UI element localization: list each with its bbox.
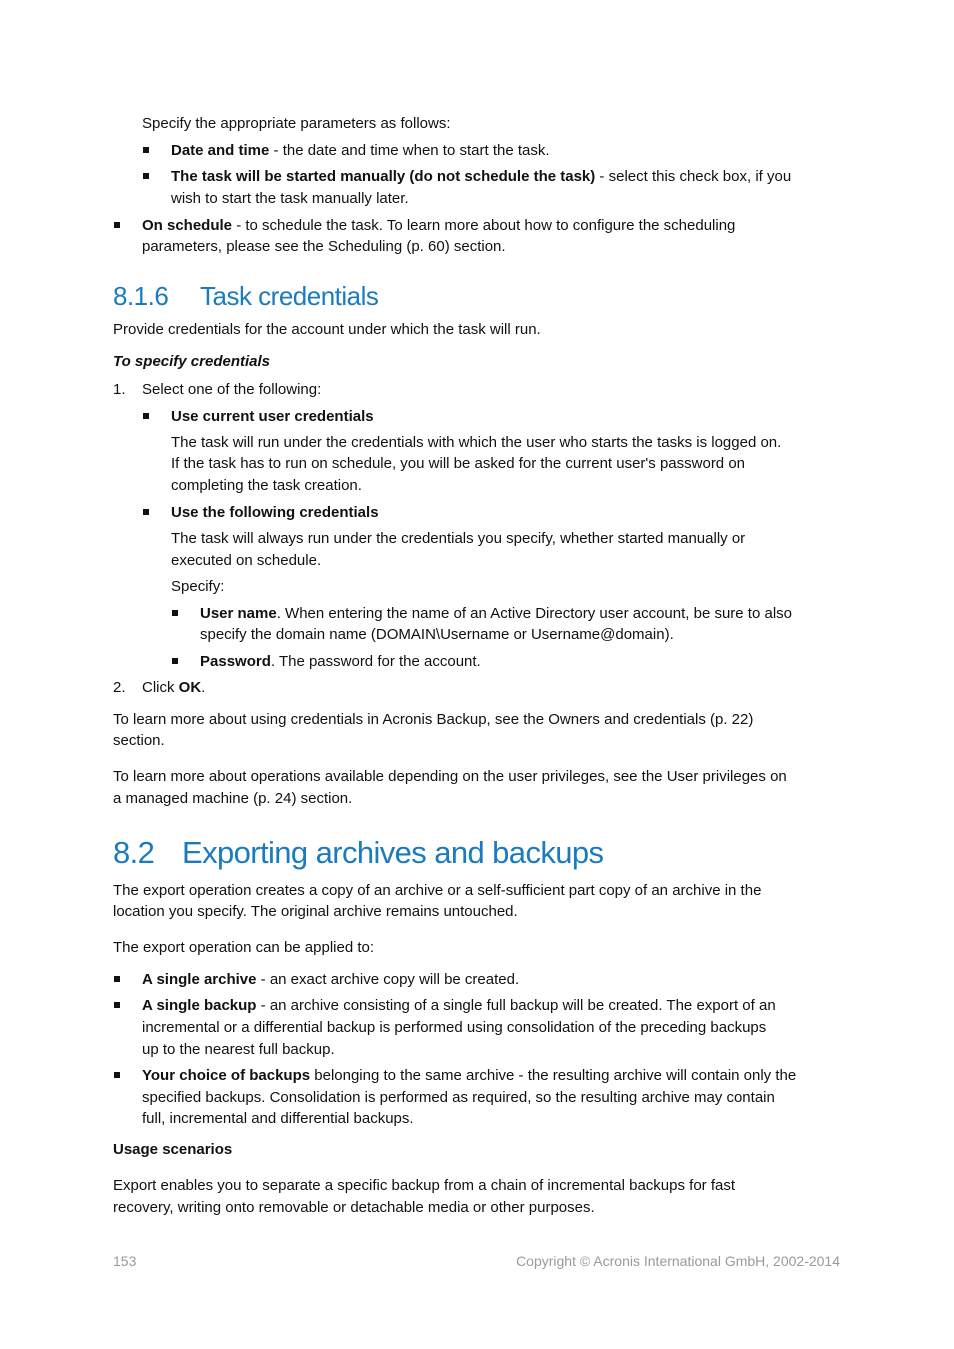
manual-item — [171, 166, 791, 188]
bullet — [172, 658, 178, 664]
on-schedule-item — [142, 215, 735, 237]
single-backup-item — [142, 995, 776, 1017]
intro-text: Specify the appropriate parameters as follows: — [142, 115, 451, 132]
usage-text-cont: recovery, writing onto removable or detachable media or other purposes. — [113, 1199, 595, 1216]
single-backup-text-cont: incremental or a differential backup is performed using consolidation of the preceding backups — [142, 1019, 767, 1036]
export-text-cont: location you specify. The original archive remains untouched. — [113, 903, 518, 920]
bullet — [114, 222, 120, 228]
choice-text-cont: full, incremental and differential backups. — [142, 1110, 414, 1127]
choice-item — [142, 1065, 796, 1087]
date-time-text: - the date and time when to start the task. — [269, 142, 550, 159]
following-creds-label: Use the following credentials — [171, 504, 379, 521]
manual-text: - select this check box, if you — [595, 168, 792, 185]
section-number: 8.2 — [113, 835, 155, 870]
bullet — [114, 1072, 120, 1078]
procedure-heading: To specify credentials — [113, 353, 271, 370]
current-creds-text: If the task has to run on schedule, you will be asked for the current user's password on — [171, 455, 746, 472]
learn-more-privileges-cont: a managed machine (p. 24) section. — [113, 790, 353, 807]
manual-label: The task will be started manually (do not schedule the task) — [171, 168, 596, 185]
section-title: Exporting archives and backups — [182, 835, 604, 870]
single-backup-text: - an archive consisting of a single full backup will be created. The export of an — [256, 997, 776, 1014]
bullet — [143, 173, 149, 179]
password-label: Password — [200, 653, 271, 670]
step-number: 1. — [113, 381, 126, 398]
provide-text: Provide credentials for the account under which the task will run. — [113, 321, 541, 338]
on-schedule-text: - to schedule the task. To learn more about how to configure the scheduling — [232, 217, 736, 234]
user-name-item — [200, 603, 792, 625]
usage-heading: Usage scenarios — [113, 1141, 233, 1158]
choice-text-cont: specified backups. Consolidation is performed as required, so the resulting archive may contain — [142, 1089, 775, 1106]
section-title: Task credentials — [200, 281, 379, 311]
single-backup-text-cont: up to the nearest full backup. — [142, 1041, 335, 1058]
bullet — [143, 413, 149, 419]
current-creds-text: The task will run under the credentials with which the user who starts the tasks is logged on. — [171, 434, 782, 451]
following-creds-text: executed on schedule. — [171, 552, 322, 569]
user-name-text-cont: specify the domain name (DOMAIN\Username or Username@domain). — [200, 626, 674, 643]
section-number: 8.1.6 — [113, 281, 169, 311]
bullet — [143, 509, 149, 515]
on-schedule-label: On schedule — [142, 217, 233, 234]
following-creds-text: The task will always run under the credentials you specify, whether started manually or — [171, 530, 746, 547]
current-creds-text: completing the task creation. — [171, 477, 362, 494]
step-1-text: Select one of the following: — [142, 381, 322, 398]
single-backup-label: A single backup — [142, 997, 257, 1014]
copyright: Copyright © Acronis International GmbH, 2002-2014 — [516, 1253, 840, 1269]
learn-more-credentials-cont: section. — [113, 732, 165, 749]
bullet — [114, 976, 120, 982]
step-2-text: Click OK. — [142, 679, 206, 696]
date-time-item — [171, 140, 550, 162]
single-archive-text: - an exact archive copy will be created. — [256, 971, 520, 988]
page-number: 153 — [113, 1253, 137, 1269]
choice-label: Your choice of backups — [142, 1067, 311, 1084]
bullet — [114, 1002, 120, 1008]
section-heading-8-2 — [113, 835, 603, 871]
applied-text: The export operation can be applied to: — [113, 939, 375, 956]
password-item — [200, 651, 481, 673]
password-text: . The password for the account. — [270, 653, 481, 670]
section-heading-8-1-6 — [113, 281, 378, 311]
specify-text: Specify: — [171, 578, 225, 595]
learn-more-privileges: To learn more about operations available depending on the user privileges, see the User privileges on — [113, 768, 787, 785]
on-schedule-text-cont: parameters, please see the Scheduling (p. 60) section. — [142, 238, 506, 255]
learn-more-credentials: To learn more about using credentials in Acronis Backup, see the Owners and credentials (p. 22) — [113, 711, 754, 728]
bullet — [172, 610, 178, 616]
user-name-text: . When entering the name of an Active Directory user account, be sure to also — [276, 605, 792, 622]
single-archive-label: A single archive — [142, 971, 257, 988]
manual-text-cont: wish to start the task manually later. — [171, 190, 409, 207]
single-archive-item — [142, 969, 519, 991]
step-number: 2. — [113, 679, 126, 696]
usage-text: Export enables you to separate a specific backup from a chain of incremental backups for fast — [113, 1177, 736, 1194]
date-time-label: Date and time — [171, 142, 270, 159]
user-name-label: User name — [200, 605, 277, 622]
bullet — [143, 147, 149, 153]
choice-text: belonging to the same archive - the resulting archive will contain only the — [310, 1067, 797, 1084]
export-text: The export operation creates a copy of an archive or a self-sufficient part copy of an archive in the — [113, 882, 762, 899]
current-creds-label: Use current user credentials — [171, 408, 374, 425]
